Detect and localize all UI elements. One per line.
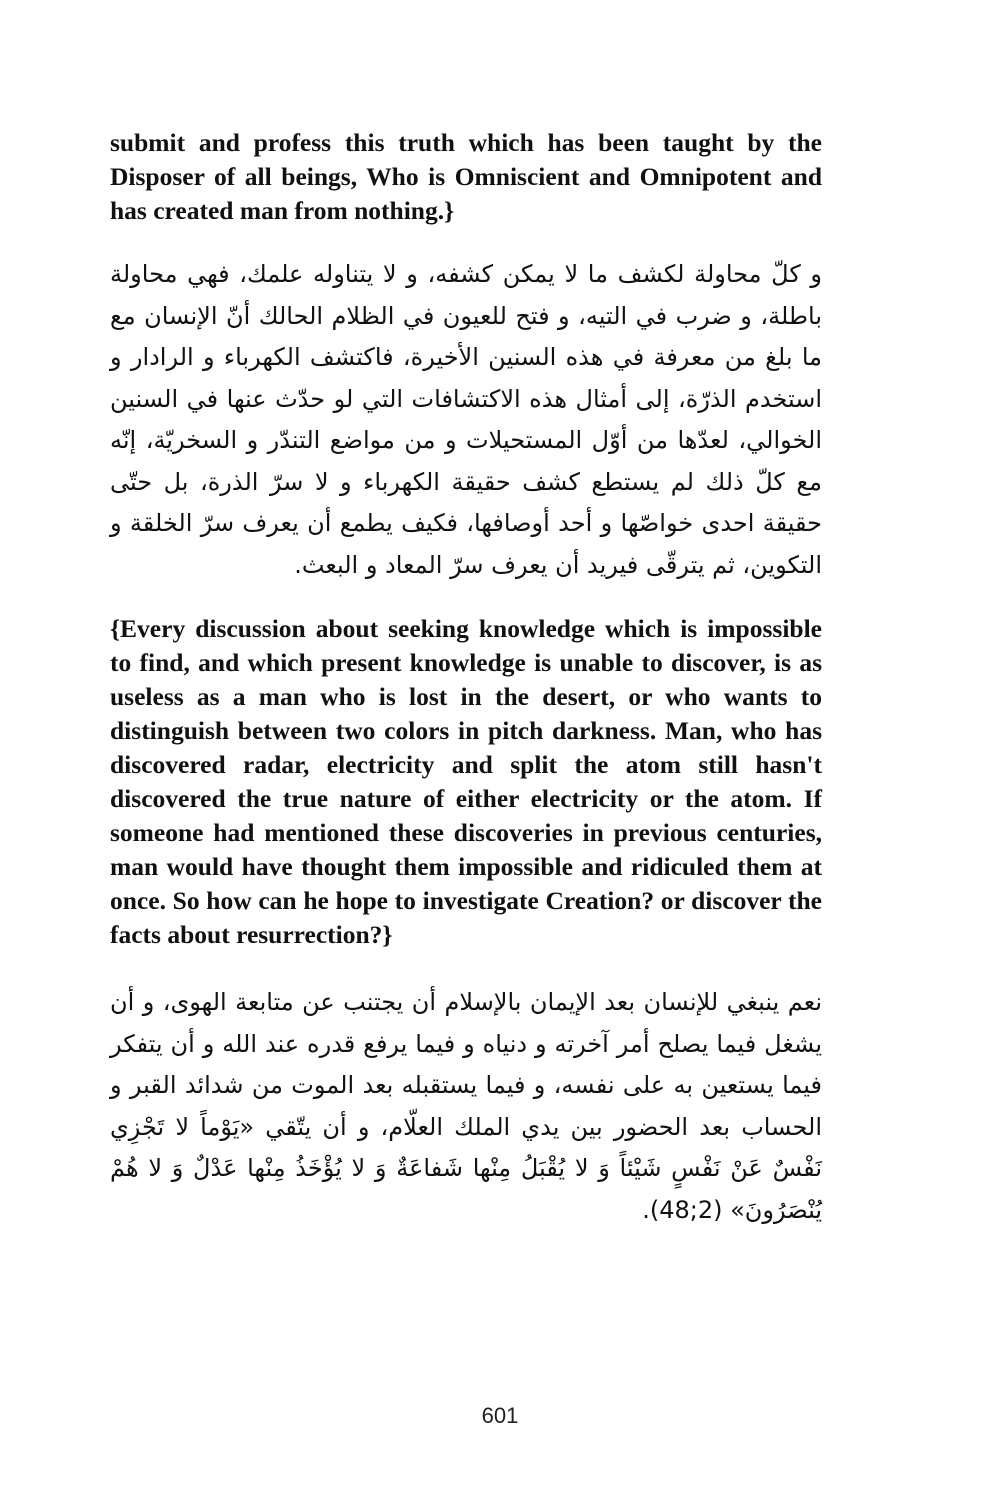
page-body xyxy=(110,126,822,1231)
arabic-paragraph-2: نعم ينبغي للإنسان بعد الإيمان بالإسلام أن يجتنب عن متابعة الهوى، و أن يشغل فيما يصلح أمر آخرته و دنياه و فيما يرفع قدره عند الله و أن يتفكر فيما يستعين به على نفسه، و فيما يستقبله بعد الموت من شدائد القبر و الحساب بعد الحضور بين يدي الملك العلّام، و أن يتّقي «يَوْماً لا تَجْزِي نَفْسٌ عَنْ نَفْسٍ شَيْئاً وَ لا يُقْبَلُ مِنْها شَفاعَةٌ وَ لا يُؤْخَذُ مِنْها عَدْلٌ وَ لا هُمْ يُنْصَرُونَ» (2;48). xyxy=(110,988,822,1224)
english-paragraph-2: {Every discussion about seeking knowledge which is impossible to find, and which present knowledge is unable to discover, is as useless as a man who is lost in the desert, or who wants to distinguish between two colors in pitch darkness. Man, who has discovered radar, electricity and split the atom still hasn't discovered the true nature of either electricity or the atom. If someone had mentioned these discoveries in previous centuries, man would have thought them impossible and ridiculed them at once. So how can he hope to investigate Creation? or discover the facts about resurrection?} xyxy=(110,614,822,949)
paragraph-spacer xyxy=(110,228,822,254)
arabic-paragraph-1: و كلّ محاولة لكشف ما لا يمكن كشفه، و لا يتناوله علمك، فهي محاولة باطلة، و ضرب في التيه، و فتح للعيون في الظلام الحالك أنّ الإنسان مع ما بلغ من معرفة في هذه السنين الأخيرة، فاكتشف الكهرباء و الرادار و استخدم الذرّة، إلى أمثال هذه الاكتشافات التي لو حدّث عنها في السنين الخوالي، لعدّها من أوّل المستحيلات و من مواضع التندّر و السخريّة، إنّه مع كلّ ذلك لم يستطع كشف حقيقة الكهرباء و لا سرّ الذرة، بل حتّى حقيقة احدى خواصّها و أحد أوصافها، فكيف يطمع أن يعرف سرّ الخلقة و التكوين، ثم يترقّى فيريد أن يعرف سرّ المعاد و البعث. xyxy=(110,260,822,579)
paragraph-spacer xyxy=(110,952,822,982)
paragraph-spacer xyxy=(110,586,822,612)
english-paragraph-1: submit and profess this truth which has been taught by the Disposer of all beings, Who is Omniscient and Omnipotent and has created man from nothing.} xyxy=(110,128,822,225)
page-number: 601 xyxy=(481,1403,519,1428)
